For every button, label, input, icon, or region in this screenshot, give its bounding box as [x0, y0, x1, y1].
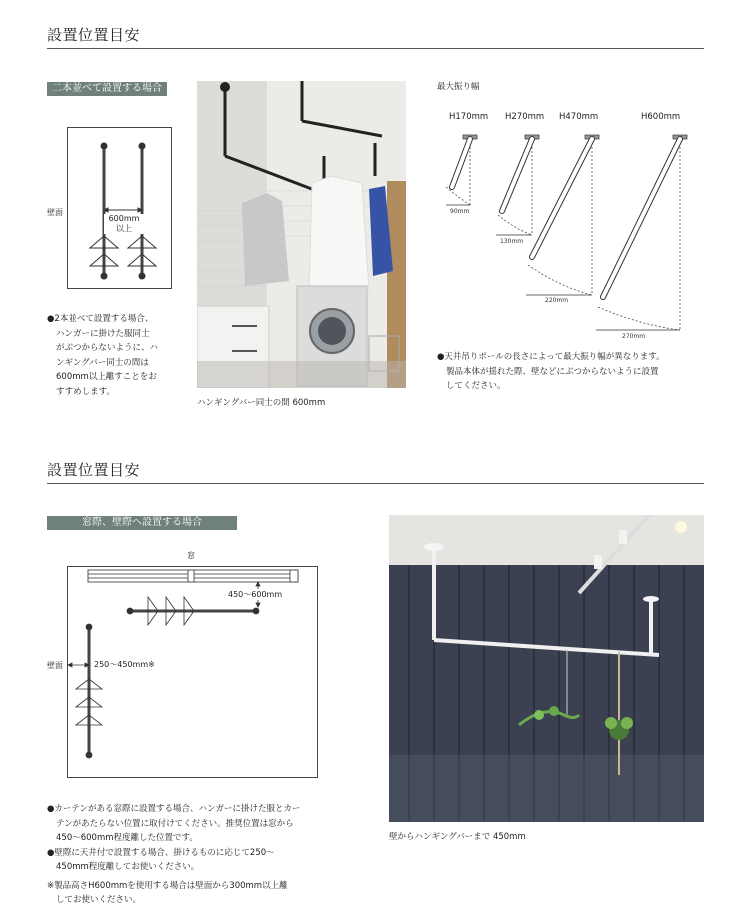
- section2-title: 設置位置目安: [47, 461, 141, 479]
- wall-label-2: 壁面: [47, 661, 63, 670]
- window-distance-label: 450～600mm: [228, 590, 283, 599]
- section1-note: ●2本並べて設置する場合、 ハンガーに掛けた服同士 がぶつからないように、ハ ンギングバー同士の間は 600mm以上離すことをお すすめします。: [47, 314, 159, 397]
- laundry-room-photo: [197, 81, 406, 388]
- swing-height-270: H270mm: [505, 112, 545, 122]
- swing-note: ●天井吊りポールの長さによって最大振り幅が異なります。 製品本体が揺れた際、壁などにぶつからないように設置 してください。: [437, 352, 665, 391]
- swing-height-470: H470mm: [559, 112, 599, 122]
- wall-distance-label: 250～450mm※: [94, 660, 155, 669]
- two-bar-diagram-svg: [68, 128, 173, 290]
- swing-width-220: 220mm: [545, 297, 569, 304]
- gap-label: 600mm 以上: [104, 214, 144, 234]
- swing-width-90: 90mm: [450, 208, 470, 215]
- swing-height-170: H170mm: [449, 112, 489, 122]
- section1-rule: [47, 48, 704, 49]
- swing-width-130: 130mm: [500, 238, 524, 245]
- window-photo-art: [389, 515, 704, 822]
- swing-height-600: H600mm: [641, 112, 681, 122]
- window-wall-diagram: [67, 566, 318, 778]
- window-photo-caption: 壁からハンギングバーまで 450mm: [389, 832, 526, 842]
- two-bar-diagram: [67, 127, 172, 289]
- section2-rule: [47, 483, 704, 484]
- swing-title: 最大振り幅: [437, 82, 480, 92]
- laundry-photo-caption: ハンギングバー同士の間 600mm: [197, 398, 326, 408]
- laundry-room-photo-art: [197, 81, 406, 388]
- wall-label-1: 壁面: [47, 208, 63, 217]
- window-photo: [389, 515, 704, 822]
- swing-diagram: [420, 125, 710, 345]
- section2-note: ●カーテンがある窓際に設置する場合、ハンガーに掛けた服とカー テンがあたらない位置に取付けてください。推奨位置は窓から 450～600mm程度離した位置です。 ●壁際に天井付で設置する場合、掛けるものに応じて250～ 450mm程度離してお使いください。 ※製品高さH600mmを使用する場合は壁面から300mm以上離 してお使いください。: [47, 804, 301, 905]
- section1-title: 設置位置目安: [47, 26, 141, 44]
- swing-width-270: 270mm: [622, 333, 646, 340]
- section1-tag: 二本並べて設置する場合: [47, 82, 167, 96]
- section2-tag: 窓際、壁際へ設置する場合: [47, 516, 237, 530]
- window-label: 窓: [187, 551, 195, 560]
